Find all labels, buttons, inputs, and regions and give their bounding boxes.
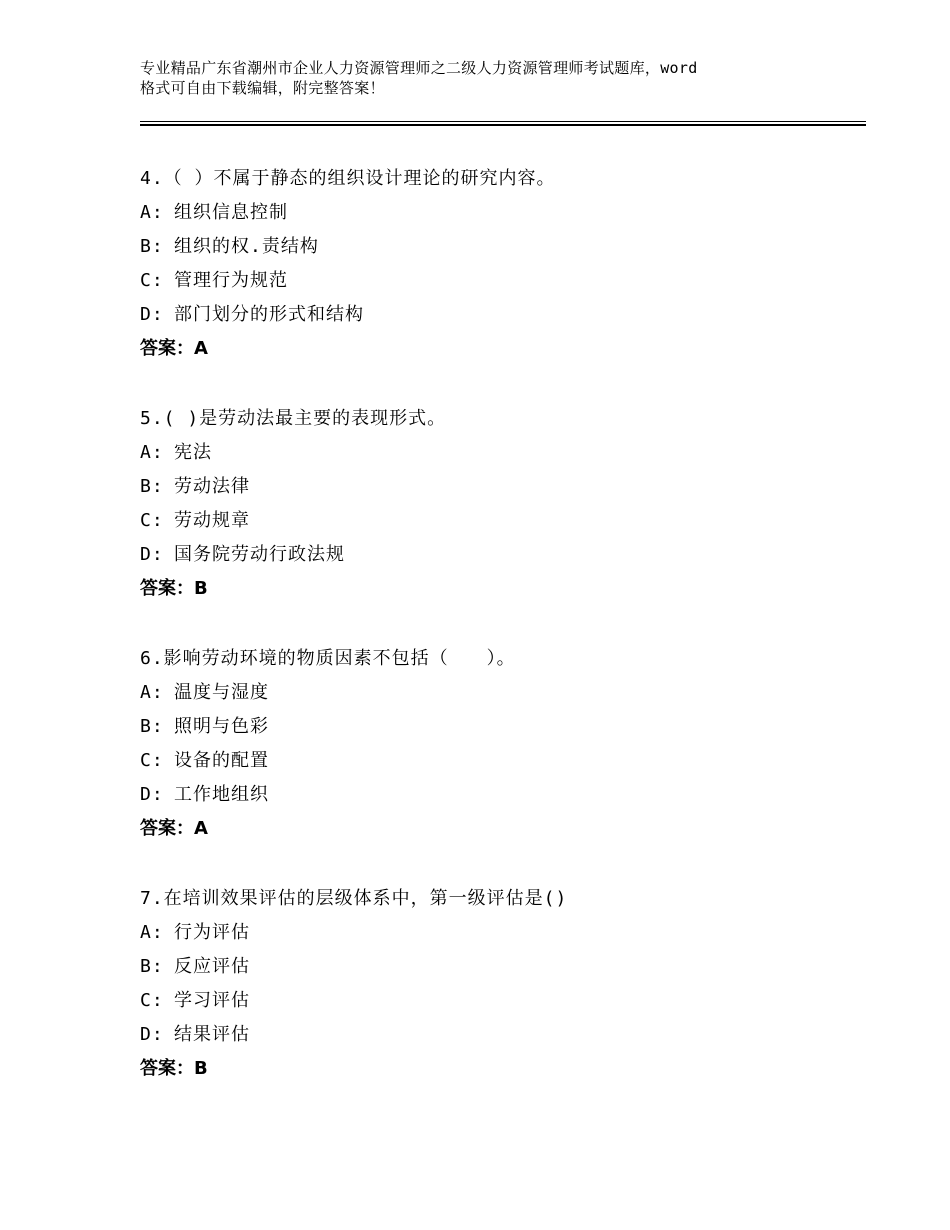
question-stem: 6.影响劳动环境的物质因素不包括（ ）。: [140, 648, 516, 669]
option-letter: C:: [140, 510, 164, 531]
option-letter: C:: [140, 990, 164, 1011]
option-letter: D:: [140, 784, 164, 805]
option-letter: B:: [140, 476, 164, 497]
option-c: [140, 984, 860, 1018]
question-stem: 7.在培训效果评估的层级体系中，第一级评估是(): [140, 888, 568, 909]
option-letter: D:: [140, 544, 164, 565]
document-header: [140, 58, 840, 98]
option-text: 设备的配置: [174, 750, 269, 771]
question-5: [140, 402, 860, 606]
option-b: [140, 710, 860, 744]
option-text: 劳动规章: [174, 510, 250, 531]
option-letter: C:: [140, 270, 164, 291]
question-7: [140, 882, 860, 1086]
option-c: [140, 264, 860, 298]
header-line-2: 格式可自由下载编辑，附完整答案！: [140, 79, 385, 97]
option-d: [140, 1018, 860, 1052]
option-letter: B:: [140, 956, 164, 977]
question-4: [140, 162, 860, 366]
option-text: 组织信息控制: [174, 202, 288, 223]
option-letter: A:: [140, 922, 164, 943]
option-letter: A:: [140, 202, 164, 223]
option-a: [140, 436, 860, 470]
option-letter: D:: [140, 304, 164, 325]
option-d: [140, 298, 860, 332]
header-divider-thin: [140, 121, 866, 122]
option-a: [140, 916, 860, 950]
option-letter: B:: [140, 236, 164, 257]
question-list: [140, 162, 860, 1122]
option-text: 结果评估: [174, 1024, 250, 1045]
option-text: 组织的权.责结构: [174, 236, 319, 257]
option-c: [140, 504, 860, 538]
option-c: [140, 744, 860, 778]
question-stem: 4.（ ）不属于静态的组织设计理论的研究内容。: [140, 168, 556, 189]
answer-label: 答案：A: [140, 818, 208, 839]
option-text: 劳动法律: [174, 476, 250, 497]
option-letter: D:: [140, 1024, 164, 1045]
option-text: 管理行为规范: [174, 270, 288, 291]
answer-label: 答案：B: [140, 578, 208, 599]
option-a: [140, 196, 860, 230]
option-letter: A:: [140, 682, 164, 703]
header-divider-thick: [140, 124, 866, 126]
option-text: 行为评估: [174, 922, 250, 943]
answer-label: 答案：B: [140, 1058, 208, 1079]
option-text: 学习评估: [174, 990, 250, 1011]
option-b: [140, 230, 860, 264]
option-b: [140, 470, 860, 504]
option-b: [140, 950, 860, 984]
option-d: [140, 538, 860, 572]
option-d: [140, 778, 860, 812]
option-letter: C:: [140, 750, 164, 771]
option-a: [140, 676, 860, 710]
option-text: 照明与色彩: [174, 716, 269, 737]
option-text: 国务院劳动行政法规: [174, 544, 345, 565]
option-letter: A:: [140, 442, 164, 463]
option-letter: B:: [140, 716, 164, 737]
option-text: 宪法: [174, 442, 212, 463]
option-text: 温度与湿度: [174, 682, 269, 703]
option-text: 工作地组织: [174, 784, 269, 805]
header-line-1: 专业精品广东省潮州市企业人力资源管理师之二级人力资源管理师考试题库，word: [140, 59, 698, 77]
answer-label: 答案：A: [140, 338, 208, 359]
option-text: 部门划分的形式和结构: [174, 304, 364, 325]
question-6: [140, 642, 860, 846]
question-stem: 5.( )是劳动法最主要的表现形式。: [140, 408, 447, 429]
option-text: 反应评估: [174, 956, 250, 977]
